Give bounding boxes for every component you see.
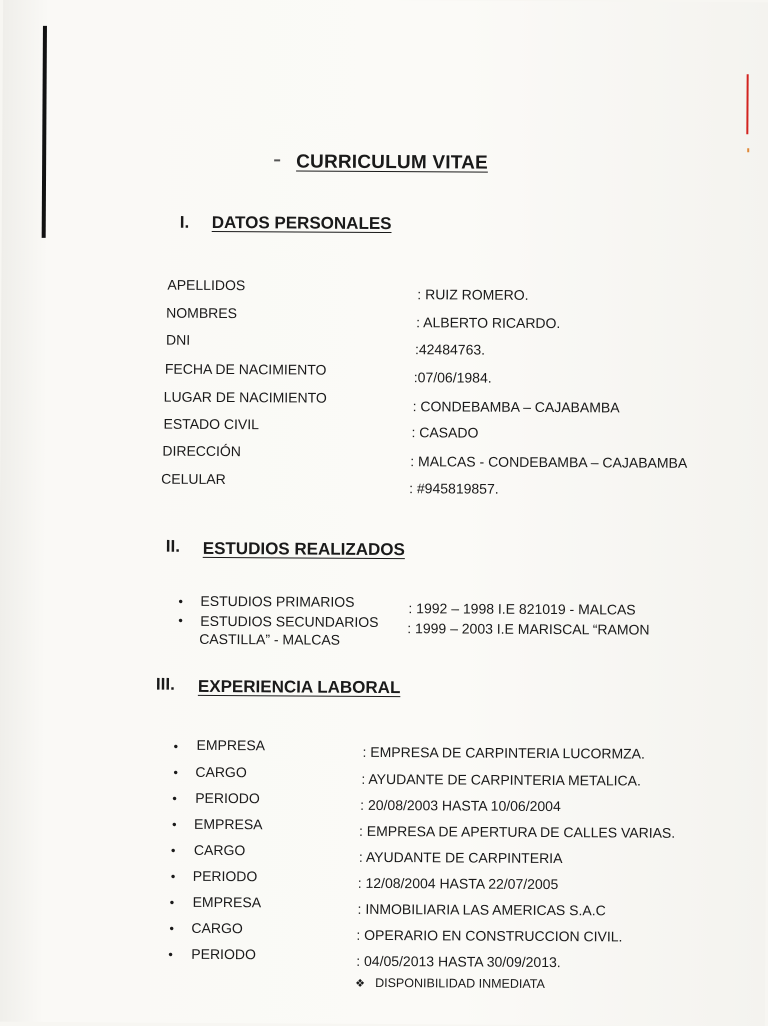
study-label-primaria: ESTUDIOS PRIMARIOS [200, 592, 355, 610]
experience-value-periodo: : 20/08/2003 HASTA 10/06/2004 [360, 796, 561, 815]
experience-label-empresa: EMPRESA [194, 815, 263, 833]
experience-value-cargo: : OPERARIO EN CONSTRUCCION CIVIL. [356, 926, 623, 945]
field-label-fecha-nacimiento: FECHA DE NACIMIENTO [164, 360, 327, 378]
field-value-fecha-nacimiento: :07/06/1984. [413, 369, 492, 386]
field-label-apellidos: APELLIDOS [167, 276, 246, 294]
field-value-dni: :42484763. [414, 341, 486, 358]
experience-value-empresa: : EMPRESA DE APERTURA DE CALLES VARIAS. [359, 822, 676, 841]
bullet-icon: • [169, 894, 175, 910]
experience-value-periodo: : 04/05/2013 HASTA 30/09/2013. [356, 952, 561, 971]
experience-value-cargo: : AYUDANTE DE CARPINTERIA METALICA. [361, 770, 641, 789]
red-pen-mark [746, 74, 748, 134]
availability-note: DISPONIBILIDAD INMEDIATA [375, 975, 545, 991]
bullet-icon: • [178, 593, 184, 609]
experience-label-cargo: CARGO [193, 841, 246, 859]
experience-label-empresa: EMPRESA [192, 893, 262, 911]
bullet-icon: • [168, 946, 173, 962]
field-value-lugar-nacimiento: : CONDEBAMBA – CAJABAMBA [412, 398, 620, 416]
bullet-icon: • [169, 920, 175, 936]
study-label-secundaria: ESTUDIOS SECUNDARIOS [200, 612, 379, 630]
field-value-nombres: : ALBERTO RICARDO. [416, 314, 561, 332]
experience-value-cargo: : AYUDANTE DE CARPINTERIA [358, 848, 563, 867]
experience-value-periodo: : 12/08/2004 HASTA 22/07/2005 [357, 874, 559, 893]
scan-edge-mark [42, 26, 47, 238]
field-label-direccion: DIRECCIÓN [162, 442, 241, 460]
section-3-number: III. [155, 674, 175, 694]
experience-value-empresa: : EMPRESA DE CARPINTERIA LUCORMZA. [362, 743, 645, 762]
bullet-icon: • [173, 764, 179, 780]
bullet-icon: • [170, 842, 176, 858]
section-1-number: I. [179, 212, 190, 232]
experience-label-periodo: PERIODO [191, 945, 256, 963]
bullet-icon: • [170, 868, 176, 884]
bullet-icon: • [172, 790, 177, 806]
field-value-celular: : #945819857. [409, 480, 499, 497]
page-title: CURRICULUM VITAE [296, 151, 488, 174]
section-2-number: II. [165, 536, 181, 556]
study-value-secundaria-continuation: CASTILLA” - MALCAS [199, 630, 341, 648]
experience-label-periodo: PERIODO [192, 867, 258, 885]
experience-value-empresa: : INMOBILIARIA LAS AMERICAS S.A.C [357, 900, 606, 919]
study-value-primaria: : 1992 – 1998 I.E 821019 - MALCAS [408, 600, 636, 618]
section-3-title: EXPERIENCIA LABORAL [197, 676, 401, 698]
study-value-secundaria: : 1999 – 2003 I.E MARISCAL “RAMON [407, 620, 650, 638]
field-label-estado-civil: ESTADO CIVIL [163, 415, 260, 433]
experience-label-empresa: EMPRESA [196, 736, 266, 754]
orange-dot-mark [747, 148, 749, 152]
stray-dash-mark [274, 159, 280, 161]
field-value-direccion: : MALCAS - CONDEBAMBA – CAJABAMBA [410, 453, 688, 471]
field-label-lugar-nacimiento: LUGAR DE NACIMIENTO [163, 388, 327, 406]
field-label-dni: DNI [165, 331, 191, 348]
bullet-icon: • [172, 816, 177, 832]
diamond-bullet-icon: ❖ [355, 977, 366, 990]
bullet-icon: • [178, 612, 183, 628]
section-2-title: ESTUDIOS REALIZADOS [202, 538, 405, 560]
field-value-apellidos: : RUIZ ROMERO. [417, 286, 529, 303]
experience-label-cargo: CARGO [195, 763, 247, 781]
field-label-nombres: NOMBRES [166, 304, 238, 322]
bullet-icon: • [173, 738, 179, 754]
field-label-celular: CELULAR [161, 470, 226, 488]
experience-label-periodo: PERIODO [195, 789, 260, 807]
section-1-title: DATOS PERSONALES [211, 212, 392, 234]
experience-label-cargo: CARGO [191, 919, 243, 937]
field-value-estado-civil: : CASADO [411, 424, 479, 441]
